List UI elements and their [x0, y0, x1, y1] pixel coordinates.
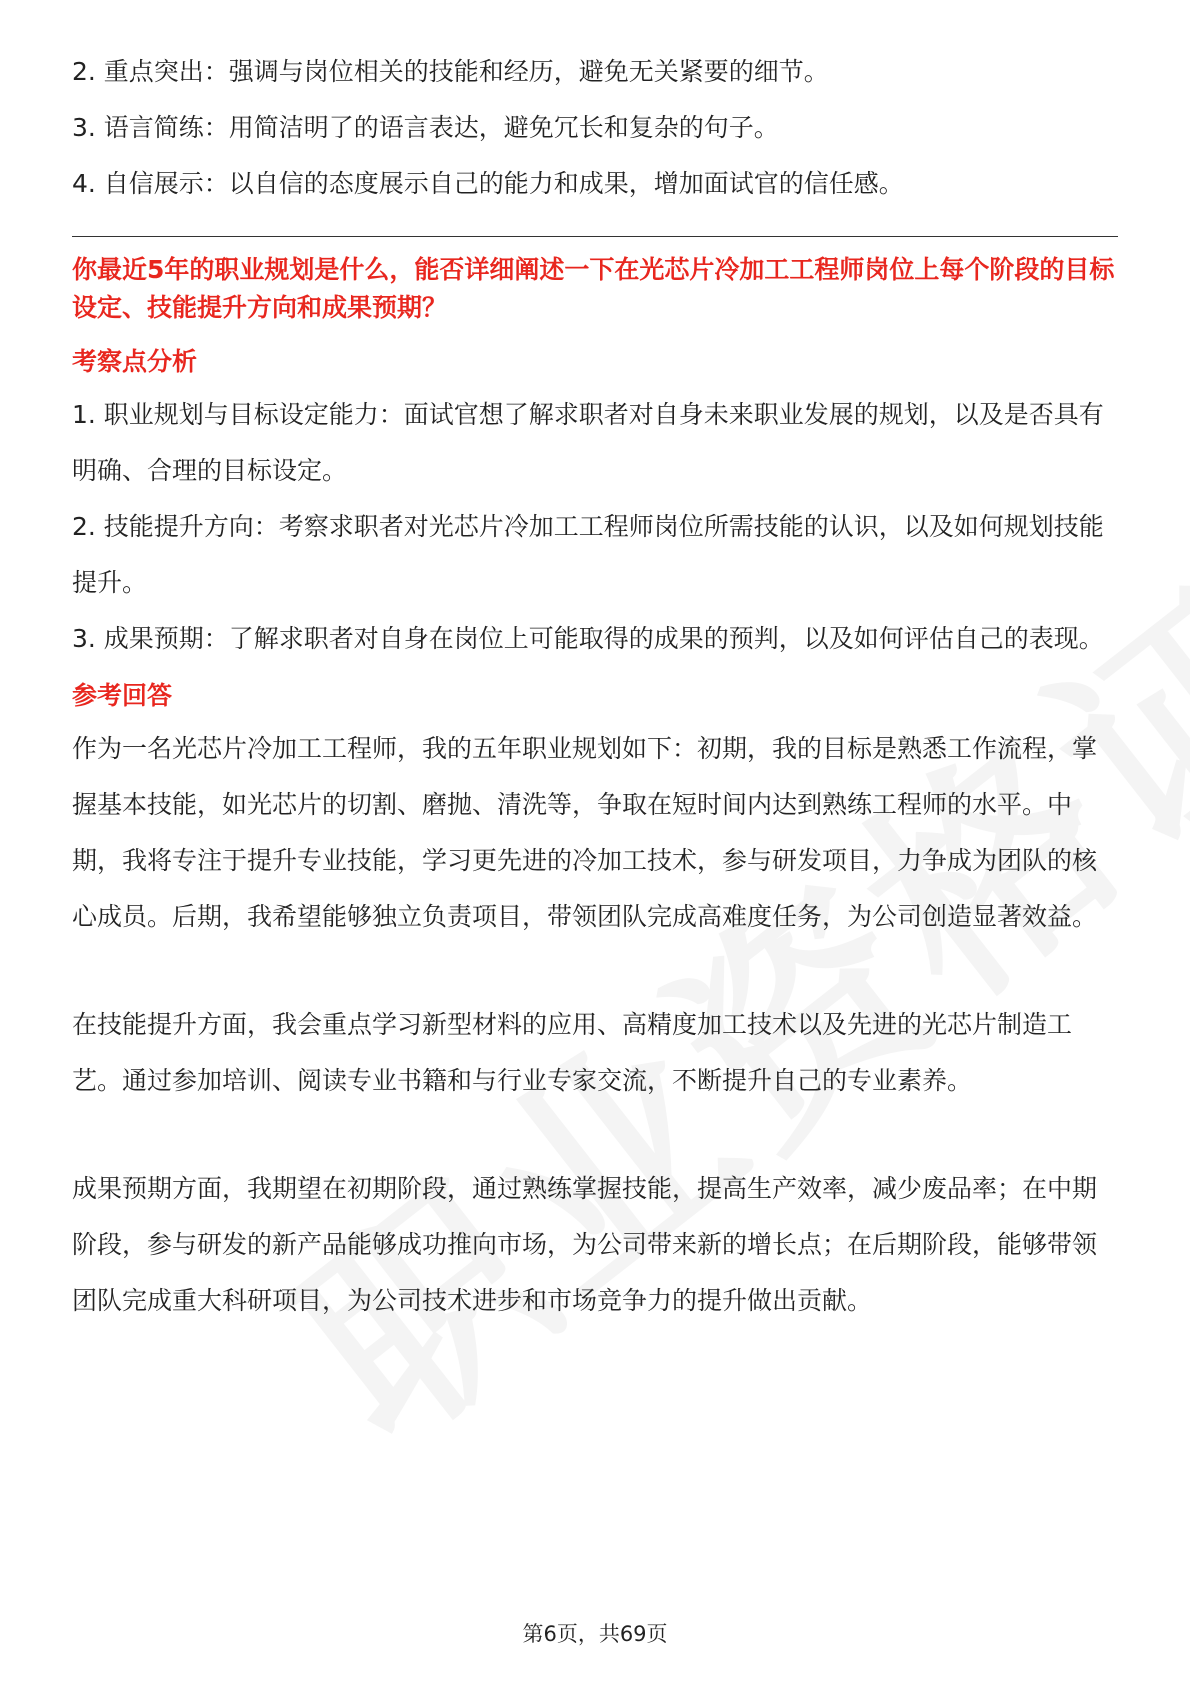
document-body — [72, 44, 1118, 1329]
analysis-item: 1. 职业规划与目标设定能力：面试官想了解求职者对自身未来职业发展的规划，以及是否具有明确、合理的目标设定。 — [72, 400, 1104, 485]
answer-paragraph: 成果预期方面，我期望在初期阶段，通过熟练掌握技能，提高生产效率，减少废品率；在中期阶段，参与研发的新产品能够成功推向市场，为公司带来新的增长点；在后期阶段，能够带领团队完成重大科研项目，为公司技术进步和市场竞争力的提升做出贡献。 — [72, 1174, 1098, 1315]
answer-body — [72, 721, 1118, 1329]
tip-item: 3. 语言简练：用简洁明了的语言表达，避免冗长和复杂的句子。 — [72, 113, 779, 142]
tip-item: 2. 重点突出：强调与岗位相关的技能和经历，避免无关紧要的细节。 — [72, 57, 829, 86]
analysis-heading: 考察点分析 — [72, 347, 198, 376]
interview-question: 你最近5年的职业规划是什么，能否详细阐述一下在光芯片冷加工工程师岗位上每个阶段的目标设定、技能提升方向和成果预期？ — [72, 255, 1115, 322]
answer-paragraph: 作为一名光芯片冷加工工程师，我的五年职业规划如下：初期，我的目标是熟悉工作流程，掌握基本技能，如光芯片的切割、磨抛、清洗等，争取在短时间内达到熟练工程师的水平。中期，我将专注于提升专业技能，学习更先进的冷加工技术，参与研发项目，力争成为团队的核心成员。后期，我希望能够独立负责项目，带领团队完成高难度任务，为公司创造显著效益。 — [72, 734, 1098, 931]
section-divider — [72, 236, 1118, 237]
page-number: 第6页，共69页 — [522, 1622, 668, 1646]
tip-item: 4. 自信展示：以自信的态度展示自己的能力和成果，增加面试官的信任感。 — [72, 169, 904, 198]
answer-paragraph: 在技能提升方面，我会重点学习新型材料的应用、高精度加工技术以及先进的光芯片制造工艺。通过参加培训、阅读专业书籍和与行业专家交流，不断提升自己的专业素养。 — [72, 1010, 1073, 1095]
answer-heading: 参考回答 — [72, 681, 173, 710]
analysis-item: 2. 技能提升方向：考察求职者对光芯片冷加工工程师岗位所需技能的认识，以及如何规划技能提升。 — [72, 512, 1104, 597]
analysis-item: 3. 成果预期：了解求职者对自身在岗位上可能取得的成果的预判，以及如何评估自己的表现。 — [72, 624, 1104, 653]
